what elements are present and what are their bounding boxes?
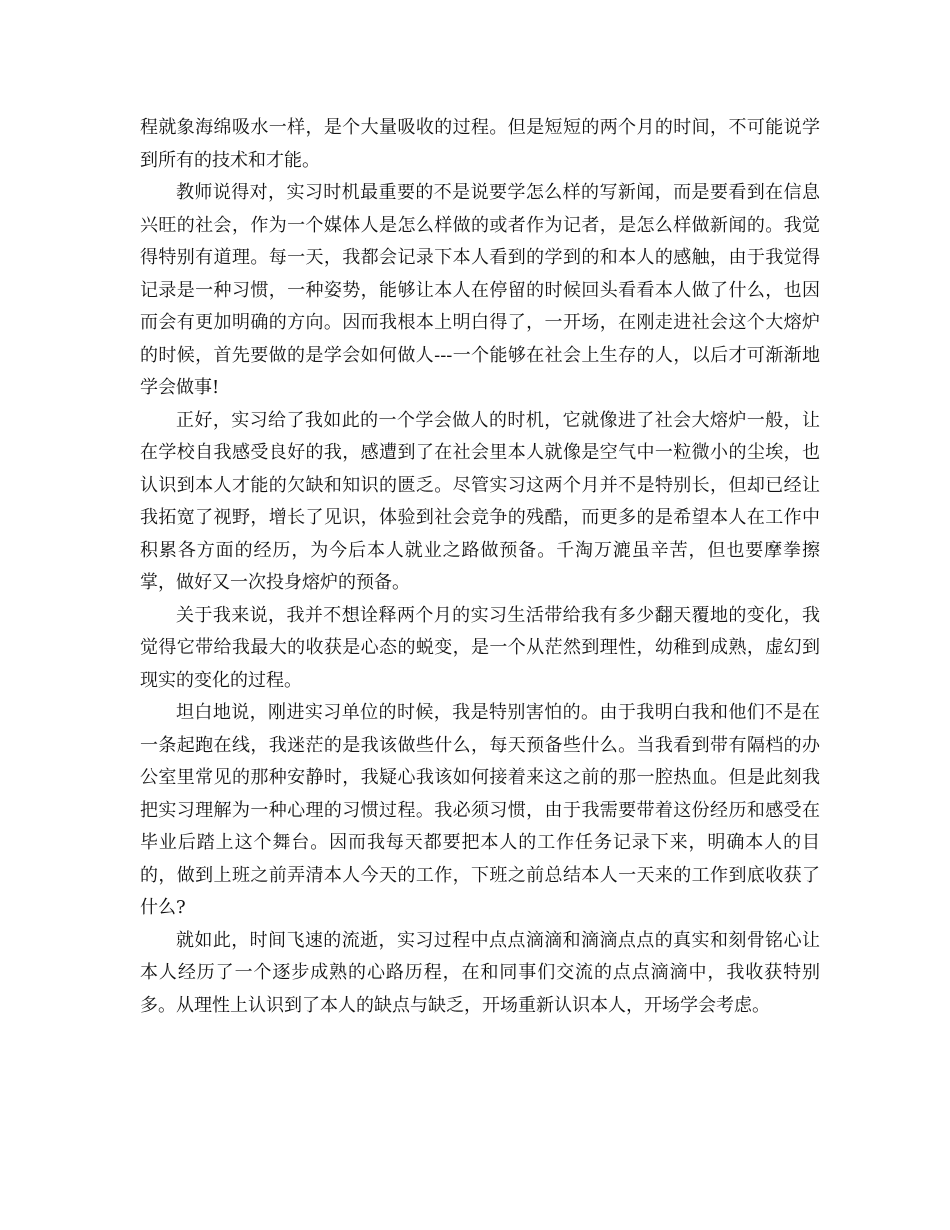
paragraph: 教师说得对，实习时机最重要的不是说要学怎么样的写新闻，而是要看到在信息兴旺的社会，作为一个媒体人是怎么样做的或者作为记者，是怎么样做新闻的。我觉得特别有道理。每一天，我都会记录下本人看到的学到的和本人的感触，由于我觉得记录是一种习惯，一种姿势，能够让本人在停留的时候回头看看本人做了什么，也因而会有更加明确的方向。因而我根本上明白得了，一开场，在刚走进社会这个大熔炉的时候，首先要做的是学会如何做人---一个能够在社会上生存的人，以后才可渐渐地学会做事! [140, 182, 820, 398]
paragraph: 正好，实习给了我如此的一个学会做人的时机，它就像进了社会大熔炉一般，让在学校自我感受良好的我，感遭到了在社会里本人就像是空气中一粒微小的尘埃，也认识到本人才能的欠缺和知识的匮乏。尽管实习这两个月并不是特别长，但却已经让我拓宽了视野，增长了见识，体验到社会竞争的残酷，而更多的是希望本人在工作中积累各方面的经历，为今后本人就业之路做预备。千淘万漉虽辛苦，但也要摩拳擦掌，做好又一次投身熔炉的预备。 [140, 409, 820, 593]
paragraph-continuation: 程就象海绵吸水一样，是个大量吸收的过程。但是短短的两个月的时间，不可能说学到所有的技术和才能。 [140, 117, 820, 171]
paragraph: 就如此，时间飞速的流逝，实习过程中点点滴滴和滴滴点点的真实和刻骨铭心让本人经历了一个逐步成熟的心路历程，在和同事们交流的点点滴滴中，我收获特别多。从理性上认识到了本人的缺点与缺乏，开场重新认识本人，开场学会考虑。 [140, 929, 820, 1016]
paragraph: 坦白地说，刚进实习单位的时候，我是特别害怕的。由于我明白我和他们不是在一条起跑在线，我迷茫的是我该做些什么，每天预备些什么。当我看到带有隔档的办公室里常见的那种安静时，我疑心我该如何接着来这之前的那一腔热血。但是此刻我把实习理解为一种心理的习惯过程。我必须习惯，由于我需要带着这份经历和感受在毕业后踏上这个舞台。因而我每天都要把本人的工作任务记录下来，明确本人的目的，做到上班之前弄清本人今天的工作，下班之前总结本人一天来的工作到底收获了什么? [140, 702, 820, 918]
document-body [140, 112, 820, 1022]
paragraph: 关于我来说，我并不想诠释两个月的实习生活带给我有多少翻天覆地的变化，我觉得它带给我最大的收获是心态的蜕变，是一个从茫然到理性，幼稚到成熟，虚幻到现实的变化的过程。 [140, 604, 820, 691]
